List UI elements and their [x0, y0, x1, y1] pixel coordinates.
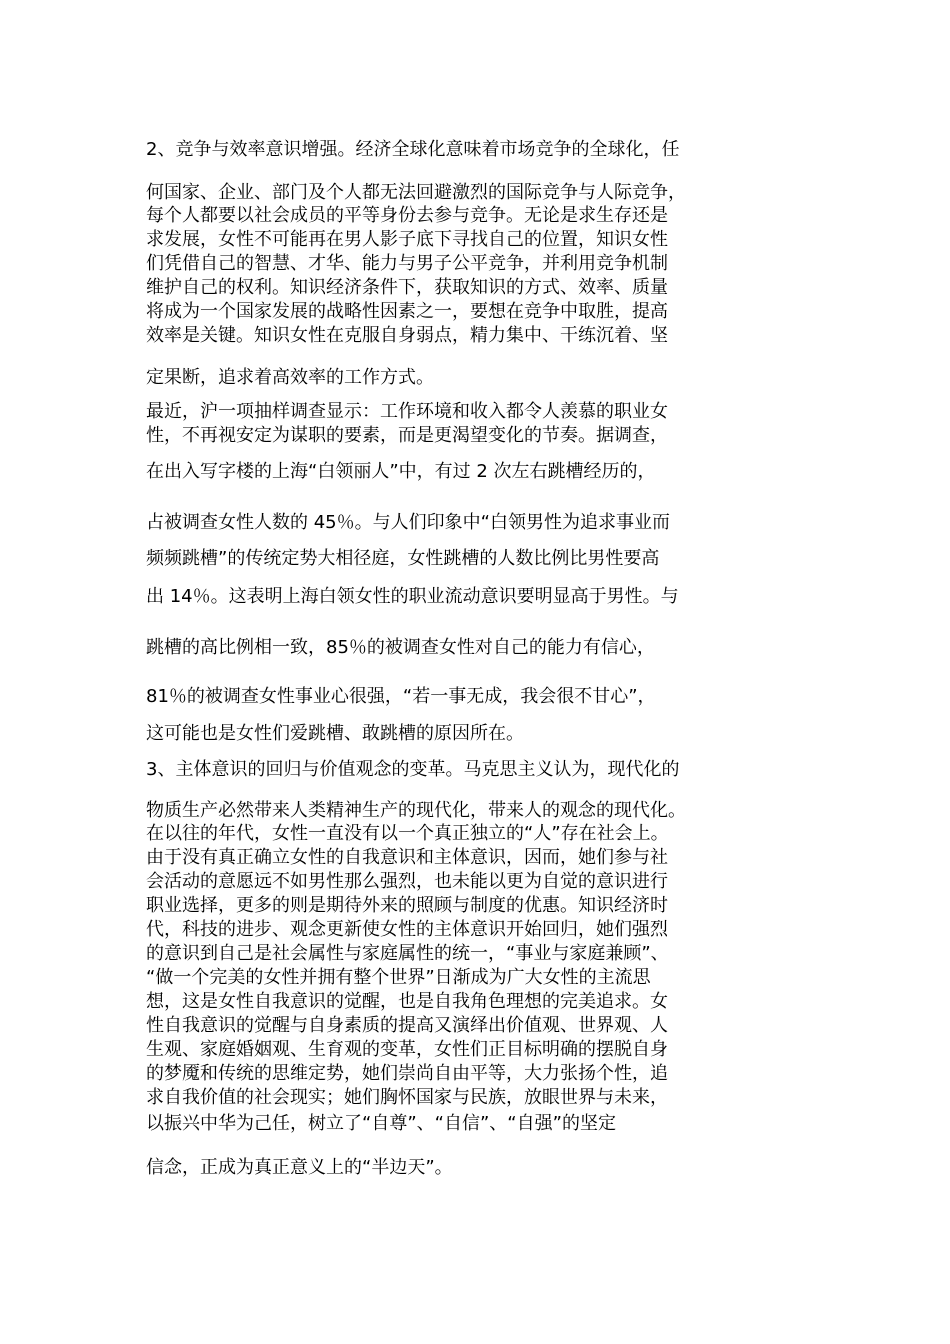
text-line: 性，不再视安定为谋职的要素，而是更渴望变化的节奏。据调查， [146, 425, 668, 446]
text-line: 会活动的意愿远不如男性那么强烈，也未能以更为自觉的意识进行 [146, 871, 668, 892]
text-line: 以振兴中华为己任，树立了“自尊”、“自信”、“自强”的坚定 [146, 1113, 616, 1134]
text-line: 每个人都要以社会成员的平等身份去参与竞争。无论是求生存还是 [146, 205, 668, 226]
text-line: 的意识到自己是社会属性与家庭属性的统一，“事业与家庭兼顾”、 [146, 943, 669, 964]
text-line: 占被调查女性人数的 45％。与人们印象中“白领男性为追求事业而 [146, 512, 670, 533]
text-line: 求发展，女性不可能再在男人影子底下寻找自己的位置，知识女性 [146, 229, 668, 250]
text-line: 由于没有真正确立女性的自我意识和主体意识，因而，她们参与社 [146, 847, 668, 868]
text-line: 效率是关键。知识女性在克服自身弱点，精力集中、干练沉着、坚 [146, 325, 668, 346]
text-line: 求自我价值的社会现实；她们胸怀国家与民族，放眼世界与未来， [146, 1087, 668, 1108]
text-line: 出 14％。这表明上海白领女性的职业流动意识要明显高于男性。与 [146, 586, 679, 607]
text-line: 这可能也是女性们爱跳槽、敢跳槽的原因所在。 [146, 723, 524, 744]
text-line: 将成为一个国家发展的战略性因素之一，要想在竞争中取胜，提高 [146, 301, 668, 322]
text-line: 何国家、企业、部门及个人都无法回避激烈的国际竞争与人际竞争， [146, 182, 686, 203]
text-line: 生观、家庭婚姻观、生育观的变革，女性们正目标明确的摆脱自身 [146, 1039, 668, 1060]
text-line: 信念，正成为真正意义上的“半边天”。 [146, 1157, 453, 1178]
text-line: 性自我意识的觉醒与自身素质的提高又演绎出价值观、世界观、人 [146, 1015, 668, 1036]
text-line: 跳槽的高比例相一致，85％的被调查女性对自己的能力有信心， [146, 637, 655, 658]
text-line: 在以往的年代，女性一直没有以一个真正独立的“人”存在社会上。 [146, 823, 669, 844]
text-line: 定果断，追求着高效率的工作方式。 [146, 367, 434, 388]
text-line: 职业选择，更多的则是期待外来的照顾与制度的优惠。知识经济时 [146, 895, 668, 916]
text-line: 想，这是女性自我意识的觉醒，也是自我角色理想的完美追求。女 [146, 991, 668, 1012]
text-line: 频频跳槽”的传统定势大相径庭，女性跳槽的人数比例比男性要高 [146, 548, 660, 569]
text-line: 3、主体意识的回归与价值观念的变革。马克思主义认为，现代化的 [146, 759, 680, 780]
text-line: 最近，沪一项抽样调查显示：工作环境和收入都令人羡慕的职业女 [146, 401, 668, 422]
text-line: 2、竞争与效率意识增强。经济全球化意味着市场竞争的全球化，任 [146, 139, 680, 160]
text-line: “做一个完美的女性并拥有整个世界”日渐成为广大女性的主流思 [146, 967, 651, 988]
text-line: 在出入写字楼的上海“白领丽人”中，有过 2 次左右跳槽经历的， [146, 461, 656, 482]
text-line: 们凭借自己的智慧、才华、能力与男子公平竞争，并利用竞争机制 [146, 253, 668, 274]
text-line: 物质生产必然带来人类精神生产的现代化，带来人的观念的现代化。 [146, 800, 686, 821]
text-line: 维护自己的权利。知识经济条件下，获取知识的方式、效率、质量 [146, 277, 668, 298]
text-line: 的梦魇和传统的思维定势，她们崇尚自由平等，大力张扬个性，追 [146, 1063, 668, 1084]
text-line: 81％的被调查女性事业心很强，“若一事无成，我会很不甘心”， [146, 686, 656, 707]
text-line: 代，科技的进步、观念更新使女性的主体意识开始回归，她们强烈 [146, 919, 668, 940]
